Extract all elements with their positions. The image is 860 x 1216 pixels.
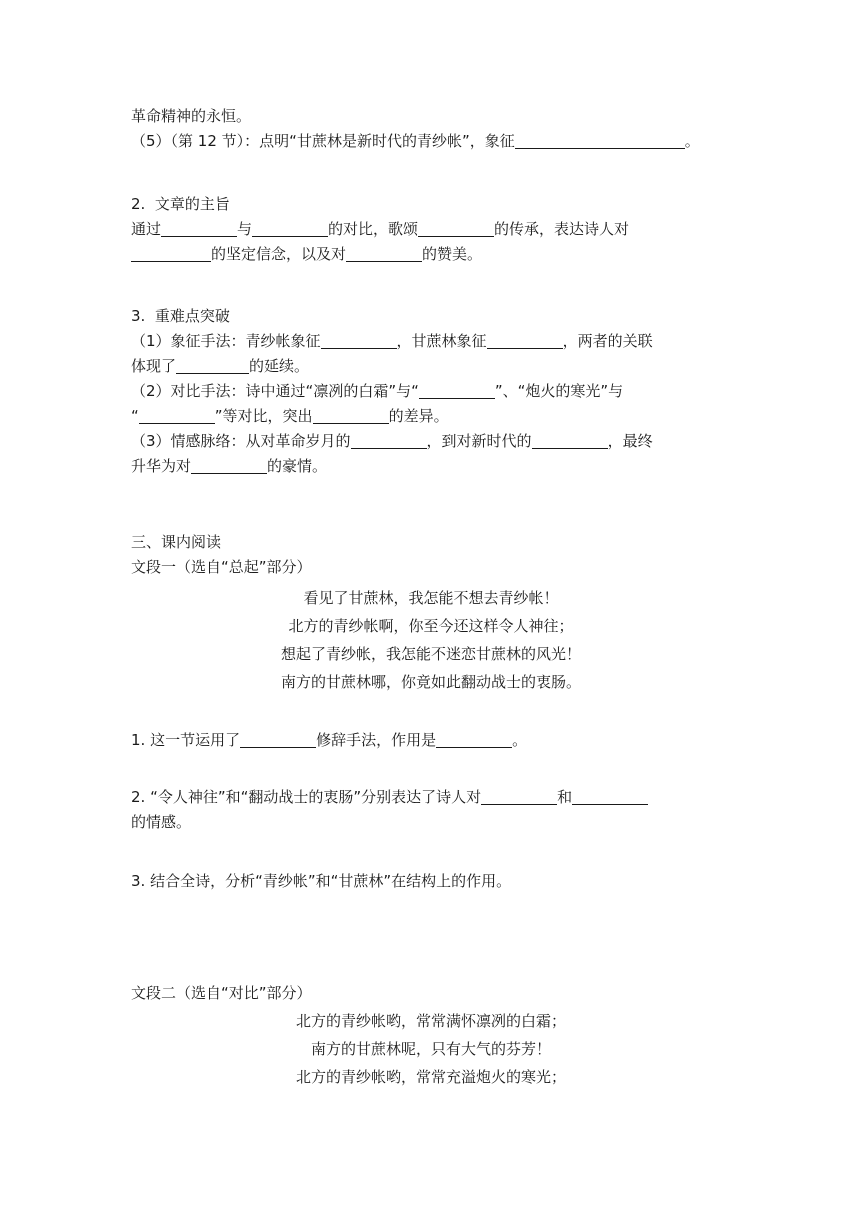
- passage-1-title: 文段一（选自“总起”部分）: [131, 558, 312, 576]
- poem-line: 北方的青纱帐啊，你至今还这样令人神往；: [288, 617, 574, 635]
- answer-blank[interactable]: [351, 431, 427, 449]
- answer-blank[interactable]: [436, 730, 512, 748]
- answer-blank[interactable]: [346, 244, 422, 262]
- poem-line: 看见了甘蔗林，我怎能不想去青纱帐！: [303, 589, 559, 607]
- section-heading: 2. 文章的主旨: [131, 195, 230, 213]
- answer-blank[interactable]: [161, 219, 237, 237]
- poem-line: 南方的甘蔗林呢，只有大气的芬芳！: [310, 1040, 551, 1058]
- passage-2-poem: [131, 1009, 731, 1090]
- text-line: 革命精神的永恒。: [131, 107, 252, 125]
- theme-line-2: 的坚定信念，以及对 的赞美。: [131, 242, 731, 267]
- section-theme: [131, 192, 731, 267]
- answer-blank[interactable]: [419, 381, 495, 399]
- answer-blank[interactable]: [487, 331, 563, 349]
- answer-blank[interactable]: [572, 787, 648, 805]
- theme-line-1: 通过 与 的对比，歌颂 的传承，表达诗人对: [131, 220, 630, 238]
- answer-blank[interactable]: [481, 787, 557, 805]
- answer-blank[interactable]: [131, 244, 211, 262]
- poem-line: 北方的青纱帐哟，常常充溢炮火的寒光；: [295, 1068, 566, 1086]
- question-3: 3. 结合全诗，分析“青纱帐”和“甘蔗林”在结构上的作用。: [131, 872, 512, 890]
- question-2: 2. “令人神往”和“翻动战士的衷肠”分别表达了诗人对 和 的情感。: [131, 785, 731, 835]
- poem-line: 想起了青纱帐，我怎能不迷恋甘蔗林的风光！: [280, 645, 581, 663]
- answer-blank[interactable]: [313, 406, 389, 424]
- answer-blank[interactable]: [515, 131, 685, 149]
- keypoint-2-line-2: “ ”等对比，突出 的差异。: [131, 407, 449, 425]
- section-heading: 三、课内阅读: [131, 533, 222, 551]
- answer-blank[interactable]: [252, 219, 328, 237]
- keypoint-2-line-1: （2）对比手法：诗中通过“凛冽的白霜”与“ ”、“炮火的寒光”与: [131, 382, 624, 400]
- answer-blank[interactable]: [240, 730, 316, 748]
- poem-line: 南方的甘蔗林哪，你竟如此翻动战士的衷肠。: [280, 673, 581, 691]
- answer-blank[interactable]: [418, 219, 494, 237]
- keypoint-3-line-1: （3）情感脉络：从对革命岁月的 ，到对新时代的 ，最终: [131, 432, 653, 450]
- answer-blank[interactable]: [191, 456, 267, 474]
- answer-blank[interactable]: [176, 356, 249, 374]
- passage-2: [131, 981, 731, 1006]
- answer-blank[interactable]: [139, 406, 215, 424]
- section-symbol-items: [131, 104, 731, 154]
- keypoint-1-line-2: 体现了 的延续。: [131, 357, 310, 375]
- keypoint-1-line-1: （1）象征手法：青纱帐象征 ，甘蔗林象征 ，两者的关联: [131, 332, 653, 350]
- poem-line: 北方的青纱帐哟，常常满怀凛冽的白霜；: [295, 1012, 566, 1030]
- section-reading: [131, 530, 731, 580]
- keypoint-3-line-2: 升华为对 的豪情。: [131, 457, 328, 475]
- section-keypoints: [131, 304, 731, 479]
- passage-1-poem: [131, 586, 731, 695]
- question-1: 1. 这一节运用了 修辞手法，作用是 。: [131, 731, 528, 749]
- passage-2-title: 文段二（选自“对比”部分）: [131, 984, 312, 1002]
- answer-blank[interactable]: [321, 331, 397, 349]
- answer-blank[interactable]: [532, 431, 608, 449]
- section-heading: 3. 重难点突破: [131, 307, 230, 325]
- item-5: （5）（第 12 节）：点明“甘蔗林是新时代的青纱帐”，象征 。: [131, 132, 700, 150]
